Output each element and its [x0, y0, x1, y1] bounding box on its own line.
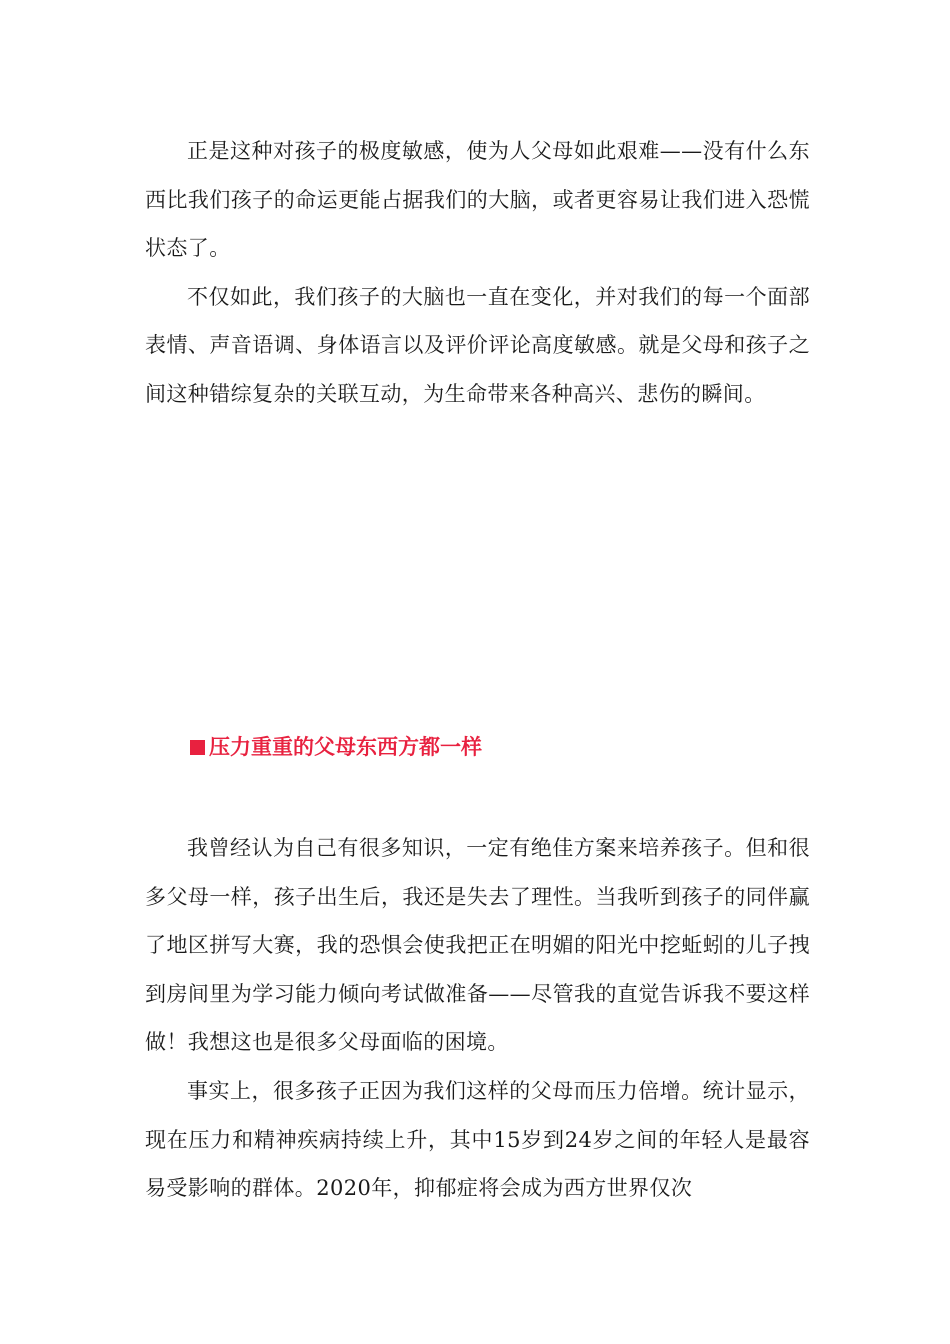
paragraph: 正是这种对孩子的极度敏感，使为人父母如此艰难——没有什么东西比我们孩子的命运更能占据我们的大脑，或者更容易让我们进入恐慌状态了。 [145, 139, 810, 261]
section-stress [145, 824, 810, 1213]
square-bullet-icon [190, 740, 205, 755]
section-heading-text: 压力重重的父母东西方都一样 [209, 735, 482, 759]
section-intro [145, 127, 810, 419]
paragraph: 事实上，很多孩子正因为我们这样的父母而压力倍增。统计显示，现在压力和精神疾病持续上升，其中15岁到24岁之间的年轻人是最容易受影响的群体。2020年，抑郁症将会成为西方世界仅次 [145, 1078, 810, 1201]
paragraph: 我曾经认为自己有很多知识，一定有绝佳方案来培养孩子。但和很多父母一样，孩子出生后，我还是失去了理性。当我听到孩子的同伴赢了地区拼写大赛，我的恐惧会使我把正在明媚的阳光中挖蚯蚓的儿子拽到房间里为学习能力倾向考试做准备——尽管我的直觉告诉我不要这样做！我想这也是很多父母面临的困境。 [145, 836, 810, 1055]
section-heading [190, 732, 482, 762]
paragraph: 不仅如此，我们孩子的大脑也一直在变化，并对我们的每一个面部表情、声音语调、身体语言以及评价评论高度敏感。就是父母和孩子之间这种错综复杂的关联互动，为生命带来各种高兴、悲伤的瞬间。 [145, 284, 810, 406]
